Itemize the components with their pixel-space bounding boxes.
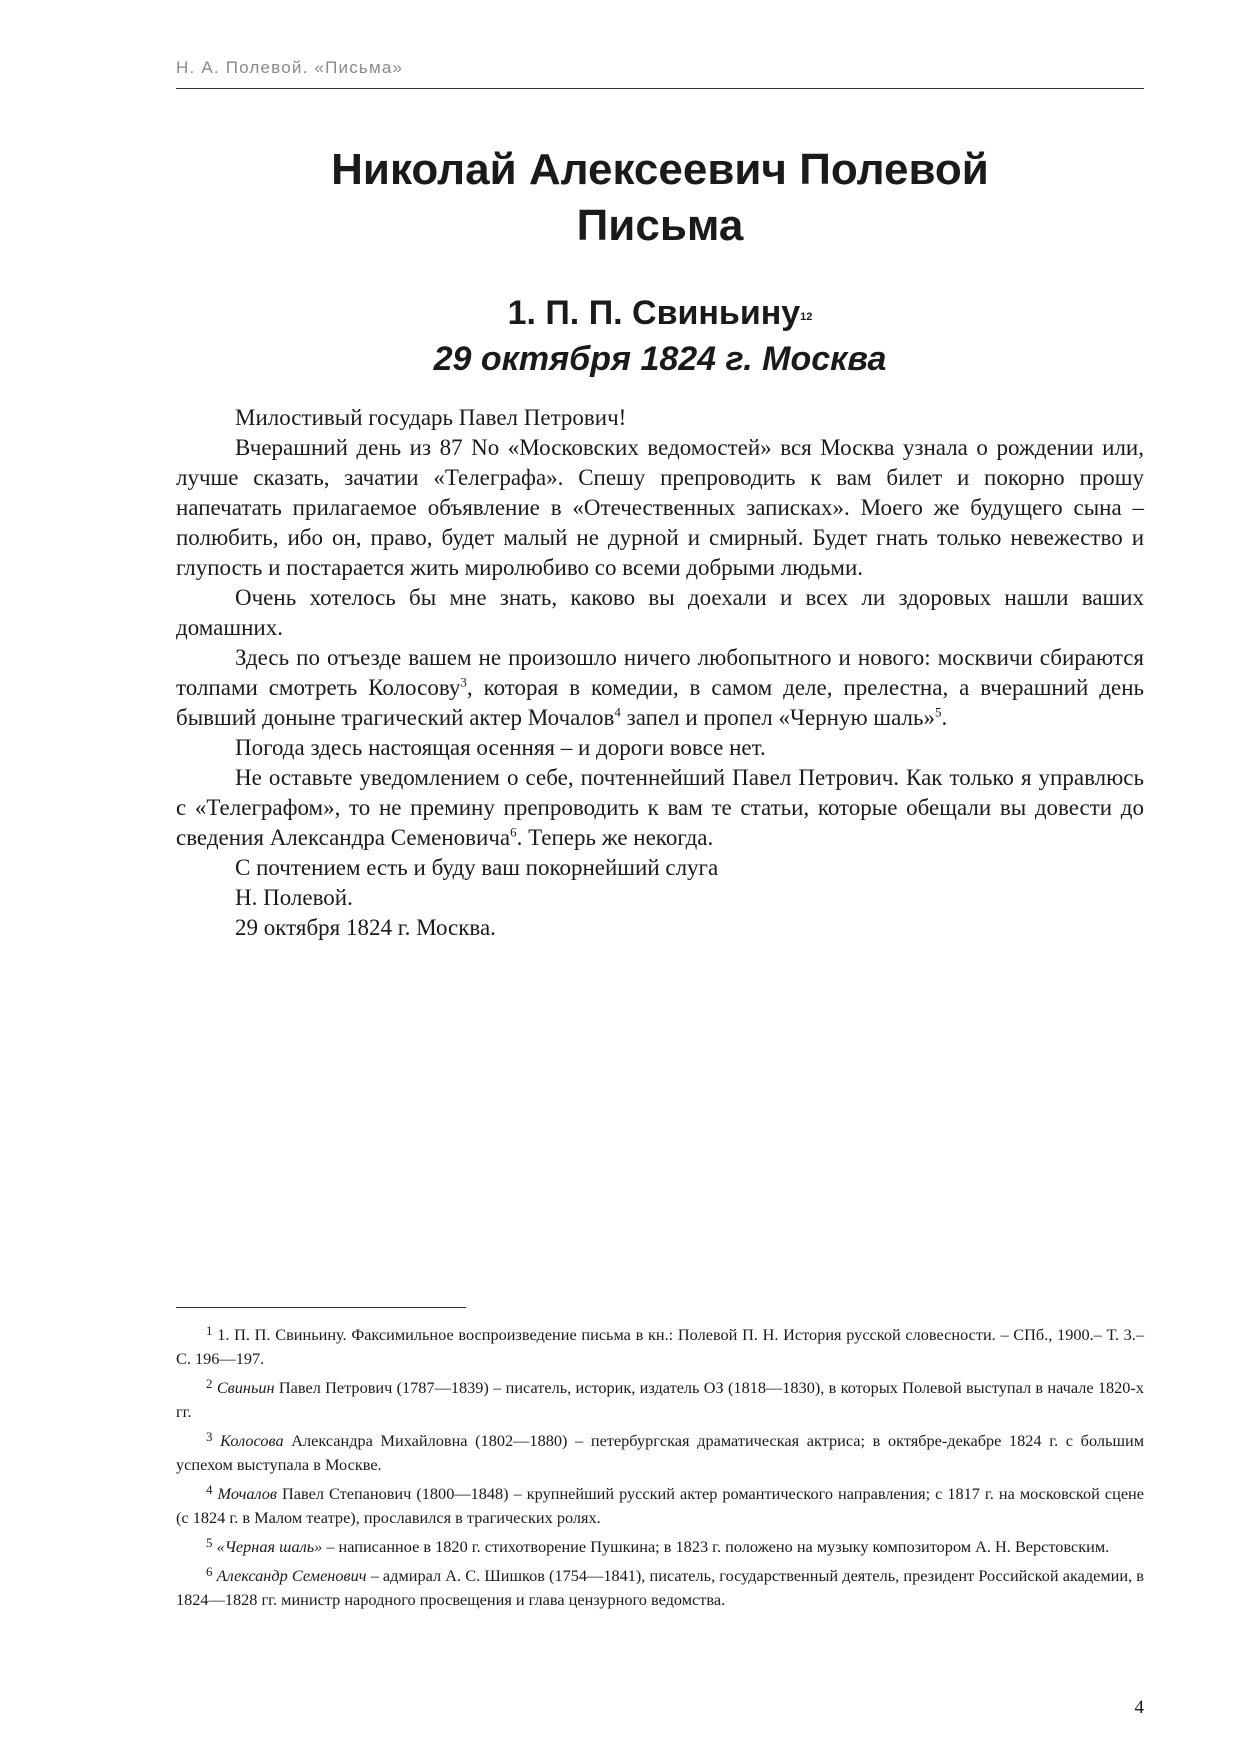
footnote-number: 4 (206, 1482, 213, 1497)
page-number: 4 (1134, 1697, 1144, 1718)
footnote-ref[interactable]: 12 (800, 311, 813, 323)
end-date: 29 октября 1824 г. Москва. (235, 915, 496, 940)
footnote-number: 1 (206, 1323, 213, 1338)
text-run: Не оставьте уведомлением о себе, почтеннейший Павел Петрович. Как только я управлюсь с «Телеграфом», то не премину препроводить к вам те статьи, которые обещали вы довести до сведения Александра Семеновича (176, 765, 1144, 850)
running-header: Н. А. Полевой. «Письма» (176, 58, 404, 77)
closing: С почтением есть и буду ваш покорнейший слуга (235, 855, 719, 880)
text-run: Здесь по отъезде вашем не произошло ничего любопытного и нового: москвичи сбираются толпами смотреть Колосову (176, 645, 1144, 700)
footnote-text: – адмирал А. С. Шишков (1754—1841), писатель, государственный деятель, президент Российской академии, в 1824—1828 гг. министр народного просвещения и глава цензурного ведомства. (176, 1566, 1144, 1609)
footnote-text: Александра Михайловна (1802—1880) – петербургская драматическая актриса; в октябре-декабре 1824 г. с большим успехом выступала в Москве. (176, 1431, 1144, 1474)
document-title (176, 142, 1144, 254)
footnote-divider (176, 1307, 466, 1308)
footnote-number: 2 (206, 1376, 213, 1391)
footnote-number: 6 (206, 1564, 213, 1579)
letter-date-place: 29 октября 1824 г. Москва (433, 340, 887, 378)
footnote (176, 1535, 1144, 1559)
text-run: . Теперь же некогда. (516, 825, 714, 850)
footnote-text: – написанное в 1820 г. стихотворение Пушкина; в 1823 г. положено на музыку композитором А. Н. Верстовским. (322, 1537, 1110, 1556)
footnotes (176, 1323, 1144, 1617)
signature: Н. Полевой. (235, 885, 353, 910)
salutation: Милостивый государь Павел Петрович! (235, 405, 627, 430)
paragraph-5 (176, 763, 1144, 853)
footnote (176, 1564, 1144, 1612)
footnote-text: Павел Степанович (1800—1848) – крупнейший русский актер романтического направления; с 1817 г. на московской сцене (с 1824 г. в Малом театре), прославился в трагических ролях. (176, 1484, 1144, 1527)
footnote-number: 5 (206, 1535, 213, 1550)
paragraph-1: Вчерашний день из 87 No «Московских ведомостей» вся Москва узнала о рождении или, лучше сказать, зачатии «Телеграфа». Спешу препроводить к вам билет и покорно прошу напечатать прилагаемое объявление в «Отечественных записках». Моего же будущего сына – полюбить, ибо он, право, будет малый не дурной и смирный. Будет гнать только невежество и глупость и постарается жить миролюбиво со всеми добрыми людьми. (176, 435, 1144, 580)
footnote (176, 1429, 1144, 1477)
footnote-text: 1. П. П. Свиньину. Факсимильное воспроизведение письма в кн.: Полевой П. Н. История русской словесности. – СПб., 1900.– Т. 3.– С. 196—197. (176, 1325, 1144, 1368)
letter-heading (176, 290, 1144, 382)
text-run: запел и пропел «Черную шаль» (620, 705, 935, 730)
footnote-term: Александр Семенович (216, 1566, 367, 1585)
footnote (176, 1323, 1144, 1371)
footnote-text: Павел Петрович (1787—1839) – писатель, историк, издатель ОЗ (1818—1830), в которых Полевой выступал в начале 1820-х гг. (176, 1378, 1144, 1421)
footnote-term: «Черная шаль» (216, 1537, 323, 1556)
title-work: Письма (576, 201, 744, 250)
footnote-term: Мочалов (217, 1484, 277, 1503)
footnote (176, 1482, 1144, 1530)
title-author: Николай Алексеевич Полевой (331, 145, 989, 194)
footnote-term: Колосова (220, 1431, 284, 1450)
footnote-ref[interactable]: 5 (935, 704, 942, 720)
footnote-term: Свиньин (216, 1378, 275, 1397)
paragraph-4: Погода здесь настоящая осенняя – и дороги вовсе нет. (235, 735, 766, 760)
paragraph-2: Очень хотелось бы мне знать, каково вы доехали и всех ли здоровых нашли ваших домашних. (176, 585, 1144, 640)
text-run: . (941, 705, 948, 730)
footnote-number: 3 (206, 1429, 213, 1444)
footnote (176, 1376, 1144, 1424)
letter-body (176, 403, 1144, 943)
letter-recipient-text: 1. П. П. Свиньину (507, 294, 801, 332)
text-run: , которая в комедии, в самом деле, прелестна, а вчерашний день бывший доныне трагический актер Мочалов (176, 675, 1144, 730)
footnote-ref[interactable]: 3 (460, 674, 467, 690)
paragraph-3 (176, 643, 1144, 733)
letter-recipient (176, 290, 1144, 336)
footnote-ref[interactable]: 6 (510, 824, 517, 840)
header-divider (176, 88, 1144, 89)
footnote-ref[interactable]: 4 (614, 704, 621, 720)
